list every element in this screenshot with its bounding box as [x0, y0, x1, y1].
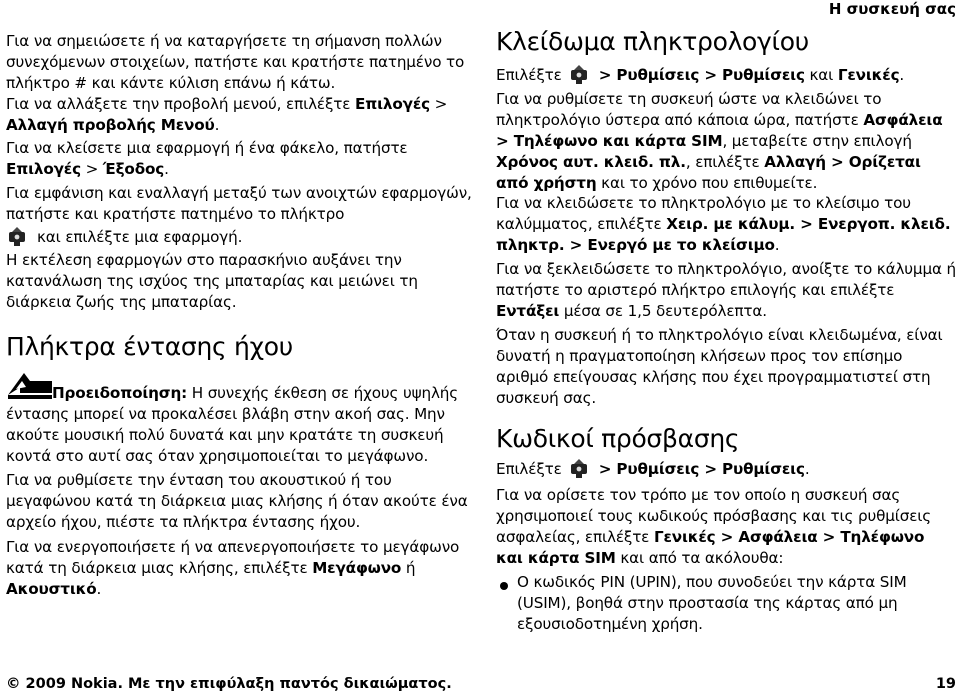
right-paragraph-1: Επιλέξτε > Ρυθμίσεις > Ρυθμίσεις και Γενικές.: [496, 63, 956, 86]
right-paragraph-4: Για να ξεκλειδώσετε το πληκτρολόγιο, ανοίξτε το κάλυμμα ή πατήστε το αριστερό πλήκτρο επιλογής και επιλέξτε Εντάξει μέσα σε 1,5 δευτερόλεπτα.: [496, 260, 956, 320]
bullet-item-pin: Ο κωδικός PIN (UPIN), που συνοδεύει την κάρτα SIM (USIM), βοηθά στην προστασία της κάρτας από μη εξουσιοδοτημένη χρήση.: [517, 573, 907, 633]
left-paragraph-6: Για να ρυθμίσετε την ένταση του ακουστικού ή του μεγαφώνου κατά τη διάρκεια μιας κλήσης ή όταν ακούτε ένα αρχείο ήχου, πιέστε τα πλήκτρα έντασης ήχου.: [6, 471, 468, 531]
heading-volume-keys: Πλήκτρα έντασης ήχου: [6, 332, 293, 361]
menu-key-icon: [568, 457, 590, 479]
heading-keypad-lock: Κλείδωμα πληκτρολογίου: [496, 27, 809, 56]
copyright-footer: © 2009 Nokia. Με την επιφύλαξη παντός δικαιώματος.: [6, 676, 452, 692]
right-paragraph-2: Για να ρυθμίσετε τη συσκευή ώστε να κλειδώνει το πληκτρολόγιο ύστερα από κάποια ώρα, πατήστε Ασφάλεια > Τηλέφωνο και κάρτα SIM, μεταβείτε στην επιλογή Χρόνος αυτ. κλειδ. πλ., επιλέξτε Αλλαγή > Ορίζεται από χρήστη και το χρόνο που επιθυμείτε.: [496, 90, 943, 192]
left-paragraph-2: Για να αλλάξετε την προβολή μενού, επιλέξτε Επιλογές > Αλλαγή προβολής Μενού.: [6, 95, 448, 134]
right-paragraph-5: Όταν η συσκευή ή το πληκτρολόγιο είναι κλειδωμένα, είναι δυνατή η πραγματοποίηση κλήσεων προς τον επίσημο αριθμό επείγουσας κλήσης που έχει προγραμματιστεί στη συσκευή σας.: [496, 326, 943, 407]
page-number: 19: [935, 676, 956, 692]
bullet-dot: [500, 582, 508, 590]
menu-key-icon: [568, 63, 590, 85]
right-paragraph-6: Επιλέξτε > Ρυθμίσεις > Ρυθμίσεις.: [496, 457, 956, 480]
right-paragraph-3: Για να κλειδώσετε το πληκτρολόγιο με το κλείσιμο του καλύμματος, επιλέξτε Χειρ. με κάλυμ. > Ενεργοπ. κλειδ. πληκτρ. > Ενεργό με το κλείσιμο.: [496, 194, 951, 254]
warning-paragraph: Προειδοποίηση: Η συνεχής έκθεση σε ήχους υψηλής έντασης μπορεί να προκαλέσει βλάβη στην ακοή σας. Μην ακούτε μουσική πολύ δυνατά και μην κρατάτε τη συσκευή κοντά στο αυτί σας όταν χρησιμοποιείται το μεγάφωνο.: [6, 384, 459, 465]
heading-access-codes: Κωδικοί πρόσβασης: [496, 424, 740, 453]
left-paragraph-3: Για να κλείσετε μια εφαρμογή ή ένα φάκελο, πατήστε Επιλογές > Έξοδος.: [6, 139, 408, 178]
left-paragraph-1: Για να σημειώσετε ή να καταργήσετε τη σήμανση πολλών συνεχόμενων στοιχείων, πατήστε και κρατήστε πατημένο το πλήκτρο # και κάντε κύλιση επάνω ή κάτω.: [6, 32, 465, 92]
left-paragraph-5: Η εκτέλεση εφαρμογών στο παρασκήνιο αυξάνει την κατανάλωση της ισχύος της μπαταρίας και μειώνει τη διάρκεια ζωής της μπαταρίας.: [6, 251, 418, 311]
menu-key-icon: [6, 225, 28, 247]
left-paragraph-7: Για να ενεργοποιήσετε ή να απενεργοποιήσετε το μεγάφωνο κατά τη διάρκεια μιας κλήσης, επιλέξτε Μεγάφωνο ή Ακουστικό.: [6, 538, 460, 598]
right-paragraph-7: Για να ορίσετε τον τρόπο με τον οποίο η συσκευή σας χρησιμοποιεί τους κωδικούς πρόσβασης και τις ρυθμίσεις ασφαλείας, επιλέξτε Γενικές > Ασφάλεια > Τηλέφωνο και κάρτα SIM και από τα ακόλουθα:: [496, 486, 932, 567]
left-paragraph-4: Για εμφάνιση και εναλλαγή μεταξύ των ανοιχτών εφαρμογών, πατήστε και κρατήστε πατημένο το πλήκτρο και επιλέξτε μια εφαρμογή.: [6, 184, 472, 246]
page-header: Η συσκευή σας: [828, 0, 956, 18]
